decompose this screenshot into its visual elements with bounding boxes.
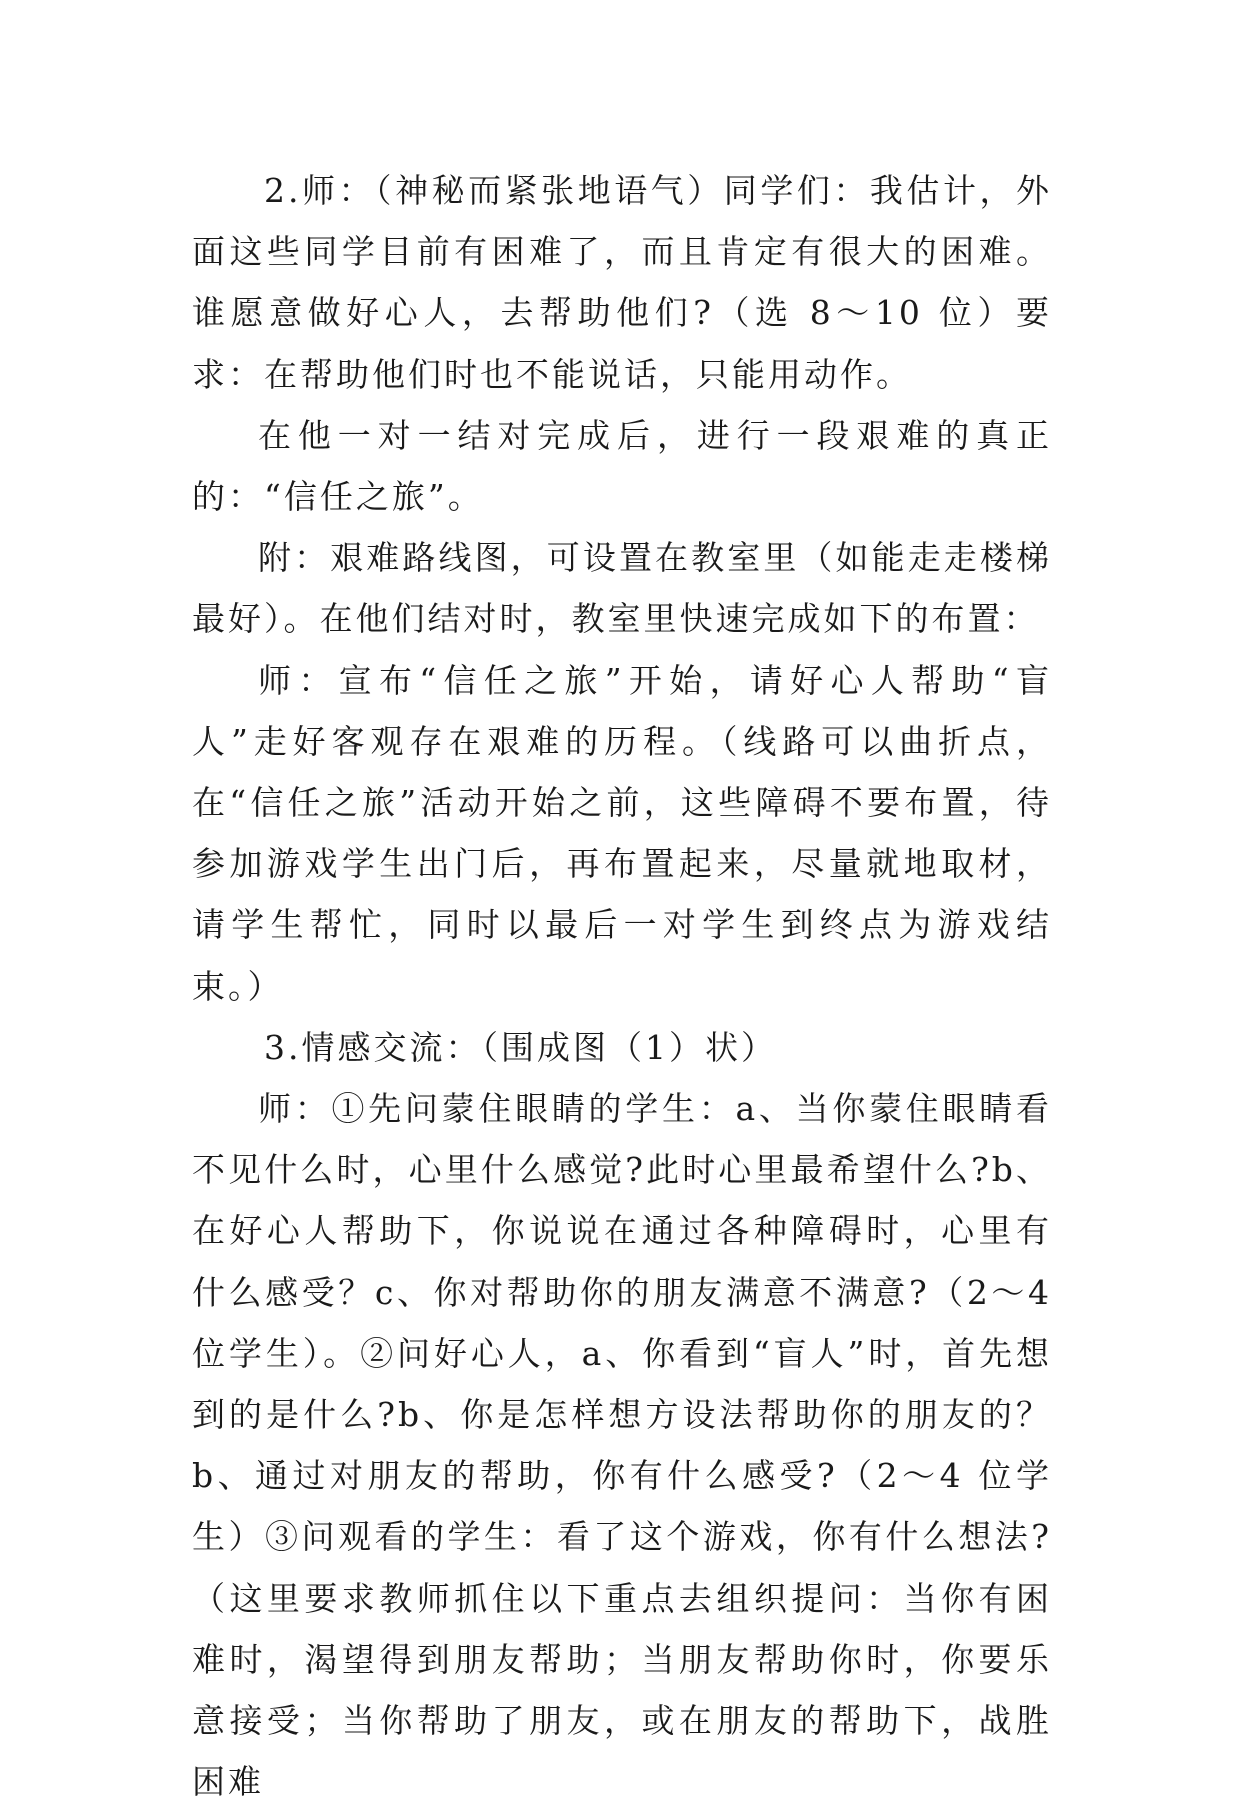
paragraph-route-note: 附：艰难路线图，可设置在教室里（如能走走楼梯最好）。在他们结对时，教室里快速完成如下的布置：: [192, 538, 1052, 639]
paragraph-activity-3: 3.情感交流：（围成图（1）状）: [264, 1027, 777, 1067]
paragraph-teacher-questions: 师：①先问蒙住眼睛的学生：a、当你蒙住眼睛看不见什么时，心里什么感觉?此时心里最希望什么?b、在好心人帮助下，你说说在通过各种障碍时，心里有什么感受？c、你对帮助你的朋友满意不满意?（2～4 位学生）。②问好心人，a、你看到“盲人”时，首先想到的是什么?b、你是怎样想方设法帮助你的朋友的？b、通过对朋友的帮助，你有什么感受?（2～4 位学生）③问观看的学生：看了这个游戏，你有什么想法?（这里要求教师抓住以下重点去组织提问：当你有困难时，渴望得到朋友帮助；当朋友帮助你时，你要乐意接受；当你帮助了朋友，或在朋友的帮助下，战胜困难: [192, 1089, 1052, 1802]
document-body: [192, 160, 1052, 1812]
paragraph-teacher-announce: 师：宣布“信任之旅”开始，请好心人帮助“盲人”走好客观存在艰难的历程。（线路可以曲折点，在“信任之旅”活动开始之前，这些障碍不要布置，待参加游戏学生出门后，再布置起来，尽量就地取材，请学生帮忙，同时以最后一对学生到终点为游戏结束。）: [192, 660, 1052, 1006]
paragraph-trust-journey: 在他一对一结对完成后，进行一段艰难的真正的：“信任之旅”。: [192, 415, 1052, 517]
paragraph-activity-2: 2.师：（神秘而紧张地语气）同学们：我估计，外面这些同学目前有困难了，而且肯定有很大的困难。谁愿意做好心人，去帮助他们?（选 8～10 位）要求：在帮助他们时也不能说话，只能用动作。: [192, 171, 1052, 394]
